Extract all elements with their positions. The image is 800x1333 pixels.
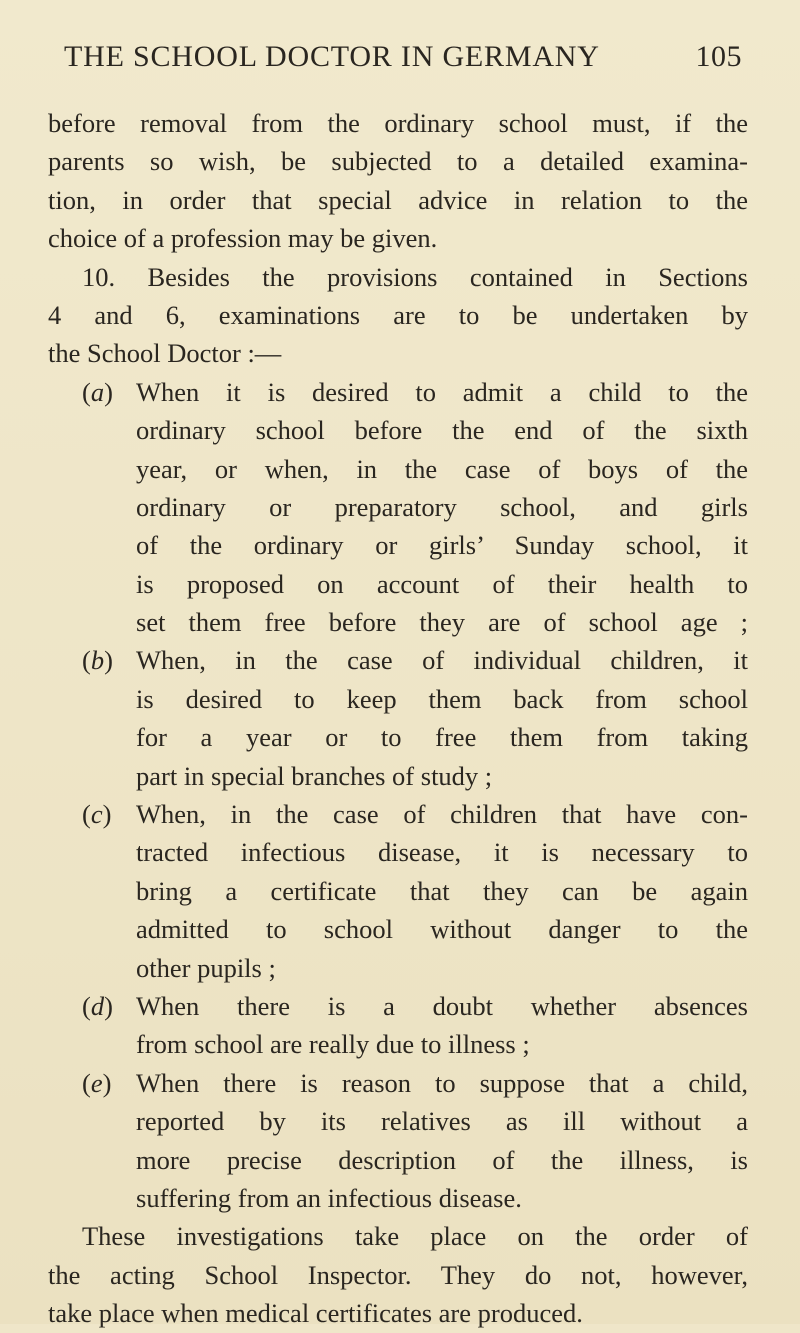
list-item-b (48, 641, 748, 679)
text-line: more precise description of the illness, is (136, 1144, 748, 1175)
list-item-d (48, 987, 748, 1025)
list-item-text: When, in the case of individual children, it (136, 645, 748, 676)
text-line: other pupils ; (136, 952, 276, 983)
list-item-e (48, 1064, 748, 1102)
text-line: bring a certificate that they can be again (136, 875, 748, 906)
list-item-c (48, 795, 748, 833)
text-line: tion, in order that special advice in relation to the (48, 184, 748, 215)
text-line: tracted infectious disease, it is necessary to (136, 837, 748, 868)
text-line: the School Doctor :— (48, 338, 282, 369)
text-line: from school are really due to illness ; (136, 1029, 530, 1060)
list-item-label: (b) (82, 645, 113, 676)
list-item-label: (d) (82, 990, 113, 1021)
text-line: 10. Besides the provisions contained in Sections (82, 261, 748, 292)
list-item-text: When, in the case of children that have con- (136, 799, 748, 830)
list-item-a (48, 373, 748, 411)
list-item-text: When there is a doubt whether absences (136, 990, 748, 1021)
text-line: is desired to keep them back from school (136, 683, 748, 714)
text-line: parents so wish, be subjected to a detailed examina- (48, 146, 748, 177)
text-line: ordinary or preparatory school, and girls (136, 491, 748, 522)
text-line: year, or when, in the case of boys of the (136, 453, 748, 484)
text-line: before removal from the ordinary school must, if the (48, 108, 748, 138)
page-header (58, 40, 742, 86)
text-line: 4 and 6, examinations are to be undertaken by (48, 299, 748, 330)
list-item-label: (a) (82, 376, 113, 407)
text-line: of the ordinary or girls’ Sunday school, it (136, 530, 748, 561)
list-item-label: (e) (82, 1067, 112, 1098)
list-item-text: When there is reason to suppose that a child, (136, 1067, 748, 1098)
text-line: ordinary school before the end of the sixth (136, 415, 748, 446)
body-text (48, 104, 748, 1333)
text-line: is proposed on account of their health to (136, 568, 748, 599)
list-item-text: When it is desired to admit a child to the (136, 376, 748, 407)
running-head: THE SCHOOL DOCTOR IN GERMANY (64, 40, 600, 73)
page-number: 105 (695, 40, 742, 73)
text-line: choice of a profession may be given. (48, 223, 438, 254)
text-line: reported by its relatives as ill without a (136, 1106, 748, 1137)
text-line: the acting School Inspector. They do not, however, (48, 1259, 748, 1290)
text-line: part in special branches of study ; (136, 760, 493, 791)
text-line: admitted to school without danger to the (136, 914, 748, 945)
text-line: set them free before they are of school age ; (136, 607, 748, 638)
list-item-label: (c) (82, 799, 112, 830)
text-line: suffering from an infectious disease. (136, 1182, 522, 1213)
text-line: take place when medical certificates are produced. (48, 1298, 583, 1329)
text-line: These investigations take place on the order of (82, 1221, 748, 1252)
text-line: for a year or to free them from taking (136, 722, 748, 753)
